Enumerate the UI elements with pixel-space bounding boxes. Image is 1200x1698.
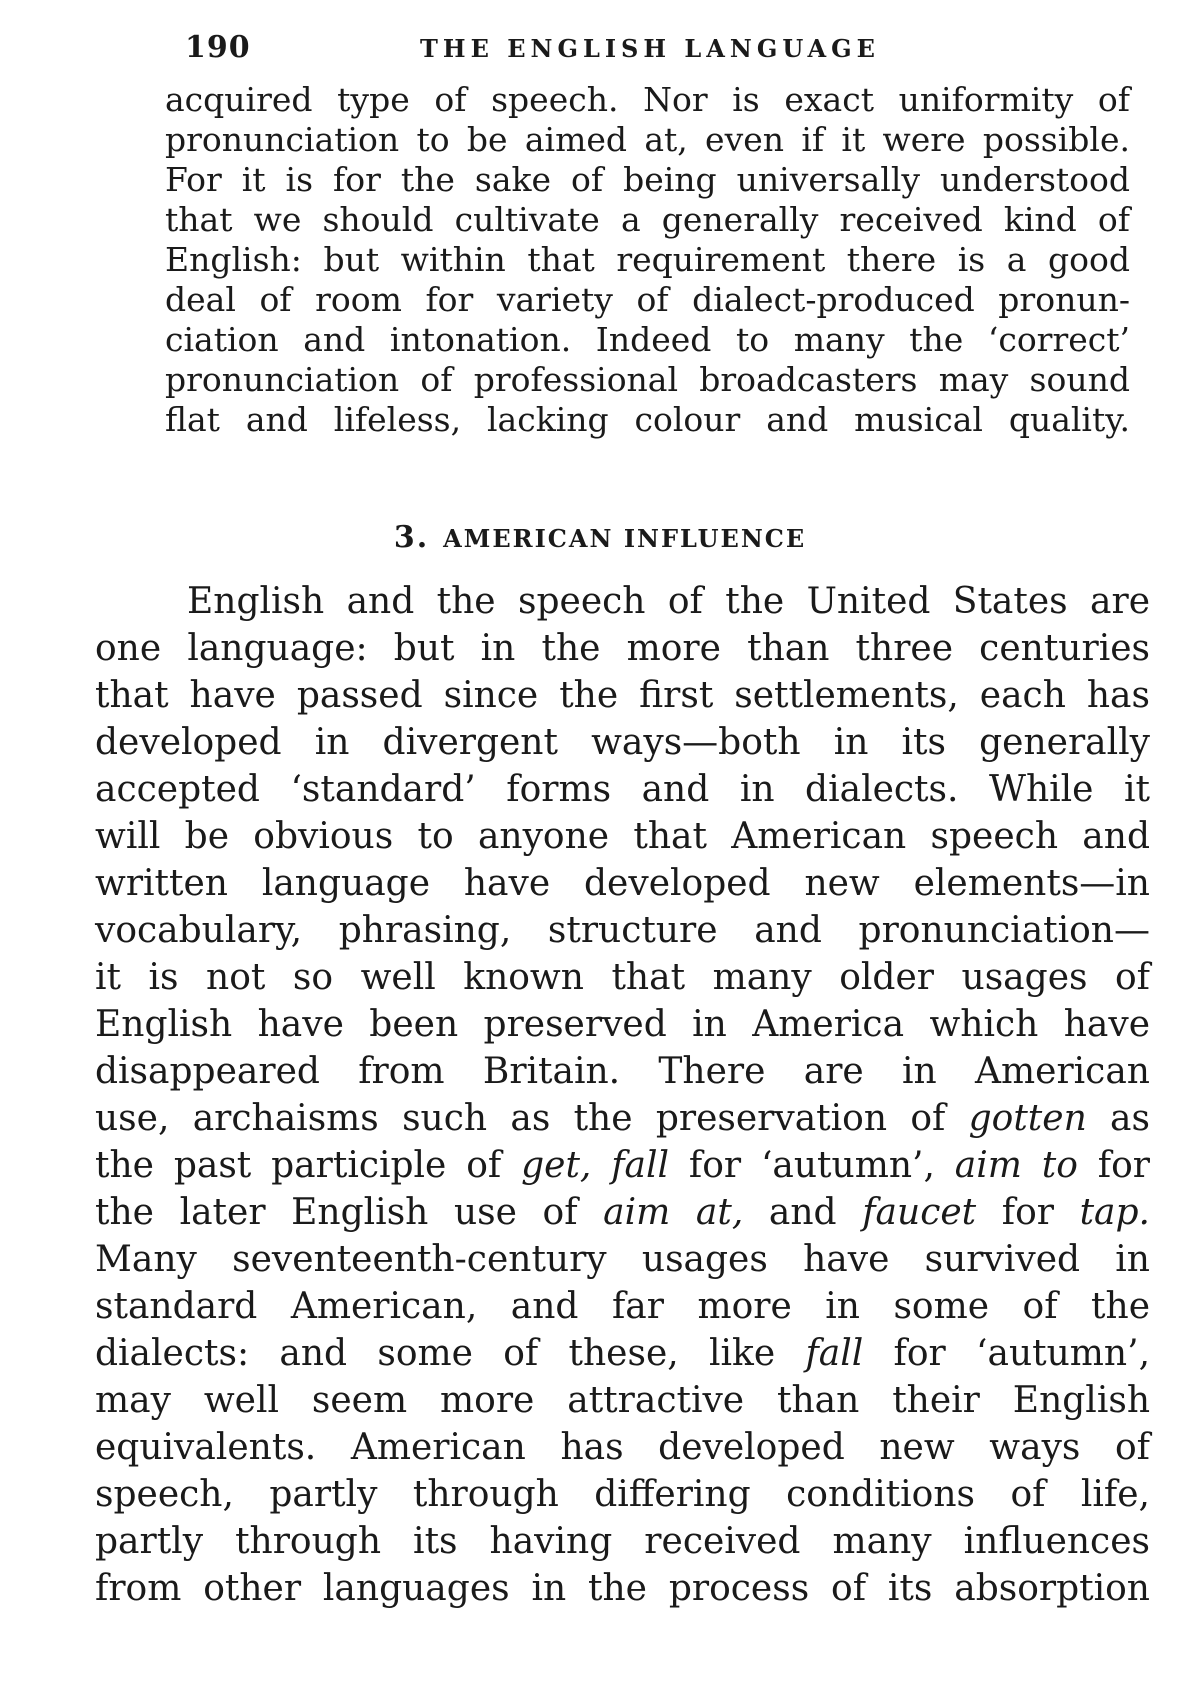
text-line: standard American, and far more in some of the (95, 1286, 1150, 1327)
text-line: that we should cultivate a generally received kind of (165, 200, 1130, 239)
text-run: as (1086, 1098, 1150, 1139)
text-line: vocabulary, phrasing, structure and pronunciation— (95, 910, 1150, 951)
text-line: from other languages in the process of its absorption (95, 1568, 1150, 1609)
text-line: pronunciation of professional broadcasters may sound (165, 360, 1130, 399)
text-line: For it is for the sake of being universally understood (165, 160, 1130, 199)
italic-term: aim to (954, 1145, 1078, 1186)
section-title: AMERICAN INFLUENCE (443, 524, 807, 553)
text-run: the later English use of (95, 1192, 604, 1233)
text-line: one language: but in the more than three centuries (95, 628, 1150, 669)
section-number: 3. (393, 520, 430, 555)
text-line: ciation and intonation. Indeed to many the ‘correct’ (165, 320, 1130, 359)
text-line: English have been preserved in America which have (95, 1004, 1150, 1045)
italic-term: fall (805, 1333, 864, 1374)
text-line: flat and lifeless, lacking colour and musical quality. (165, 400, 1130, 439)
paragraph-pronunciation (165, 80, 1130, 440)
text-run: for (1077, 1145, 1150, 1186)
italic-term: get, fall (521, 1145, 670, 1186)
text-line: acquired type of speech. Nor is exact uniformity of (165, 80, 1130, 119)
text-line: will be obvious to anyone that American speech and (95, 816, 1150, 857)
text-line: English and the speech of the United States are (187, 581, 1150, 622)
italic-term: aim at, (603, 1192, 744, 1233)
section-heading (0, 520, 1200, 555)
text-run: use, archaisms such as the preservation of (95, 1098, 969, 1139)
text-line: Many seventeenth-century usages have survived in (95, 1239, 1150, 1280)
text-line: disappeared from Britain. There are in American (95, 1051, 1150, 1092)
text-line: developed in divergent ways—both in its generally (95, 722, 1150, 763)
text-run: for (976, 1192, 1080, 1233)
text-line: may well seem more attractive than their English (95, 1380, 1150, 1421)
text-run: for ‘autumn’, (669, 1145, 955, 1186)
text-line: written language have developed new elements—in (95, 863, 1150, 904)
text-line: pronunciation to be aimed at, even if it were possible. (165, 120, 1130, 159)
text-line: that have passed since the first settlements, each has (95, 675, 1150, 716)
italic-term: tap. (1079, 1192, 1150, 1233)
text-line: partly through its having received many influences (95, 1521, 1150, 1562)
text-line: English: but within that requirement there is a good (165, 240, 1130, 279)
text-run: dialects: and some of these, like (95, 1333, 806, 1374)
italic-term: faucet (862, 1192, 977, 1233)
running-head (185, 30, 1065, 70)
text-line: speech, partly through differing conditions of life, (95, 1474, 1150, 1515)
italic-term: gotten (968, 1098, 1087, 1139)
paragraph-american-influence (95, 578, 1150, 1612)
running-title: THE ENGLISH LANGUAGE (420, 34, 880, 63)
text-run: for ‘autumn’, (863, 1333, 1151, 1374)
text-line: it is not so well known that many older usages of (95, 957, 1150, 998)
text-line: accepted ‘standard’ forms and in dialects. While it (95, 769, 1150, 810)
text-line (95, 1330, 1150, 1377)
page-number: 190 (185, 30, 251, 65)
text-run: the past participle of (95, 1145, 522, 1186)
text-line (95, 1095, 1150, 1142)
text-line: deal of room for variety of dialect-produced pronun- (165, 280, 1130, 319)
text-line: equivalents. American has developed new ways of (95, 1427, 1150, 1468)
text-line (95, 1189, 1150, 1236)
text-run: and (743, 1192, 863, 1233)
text-line (95, 1142, 1150, 1189)
